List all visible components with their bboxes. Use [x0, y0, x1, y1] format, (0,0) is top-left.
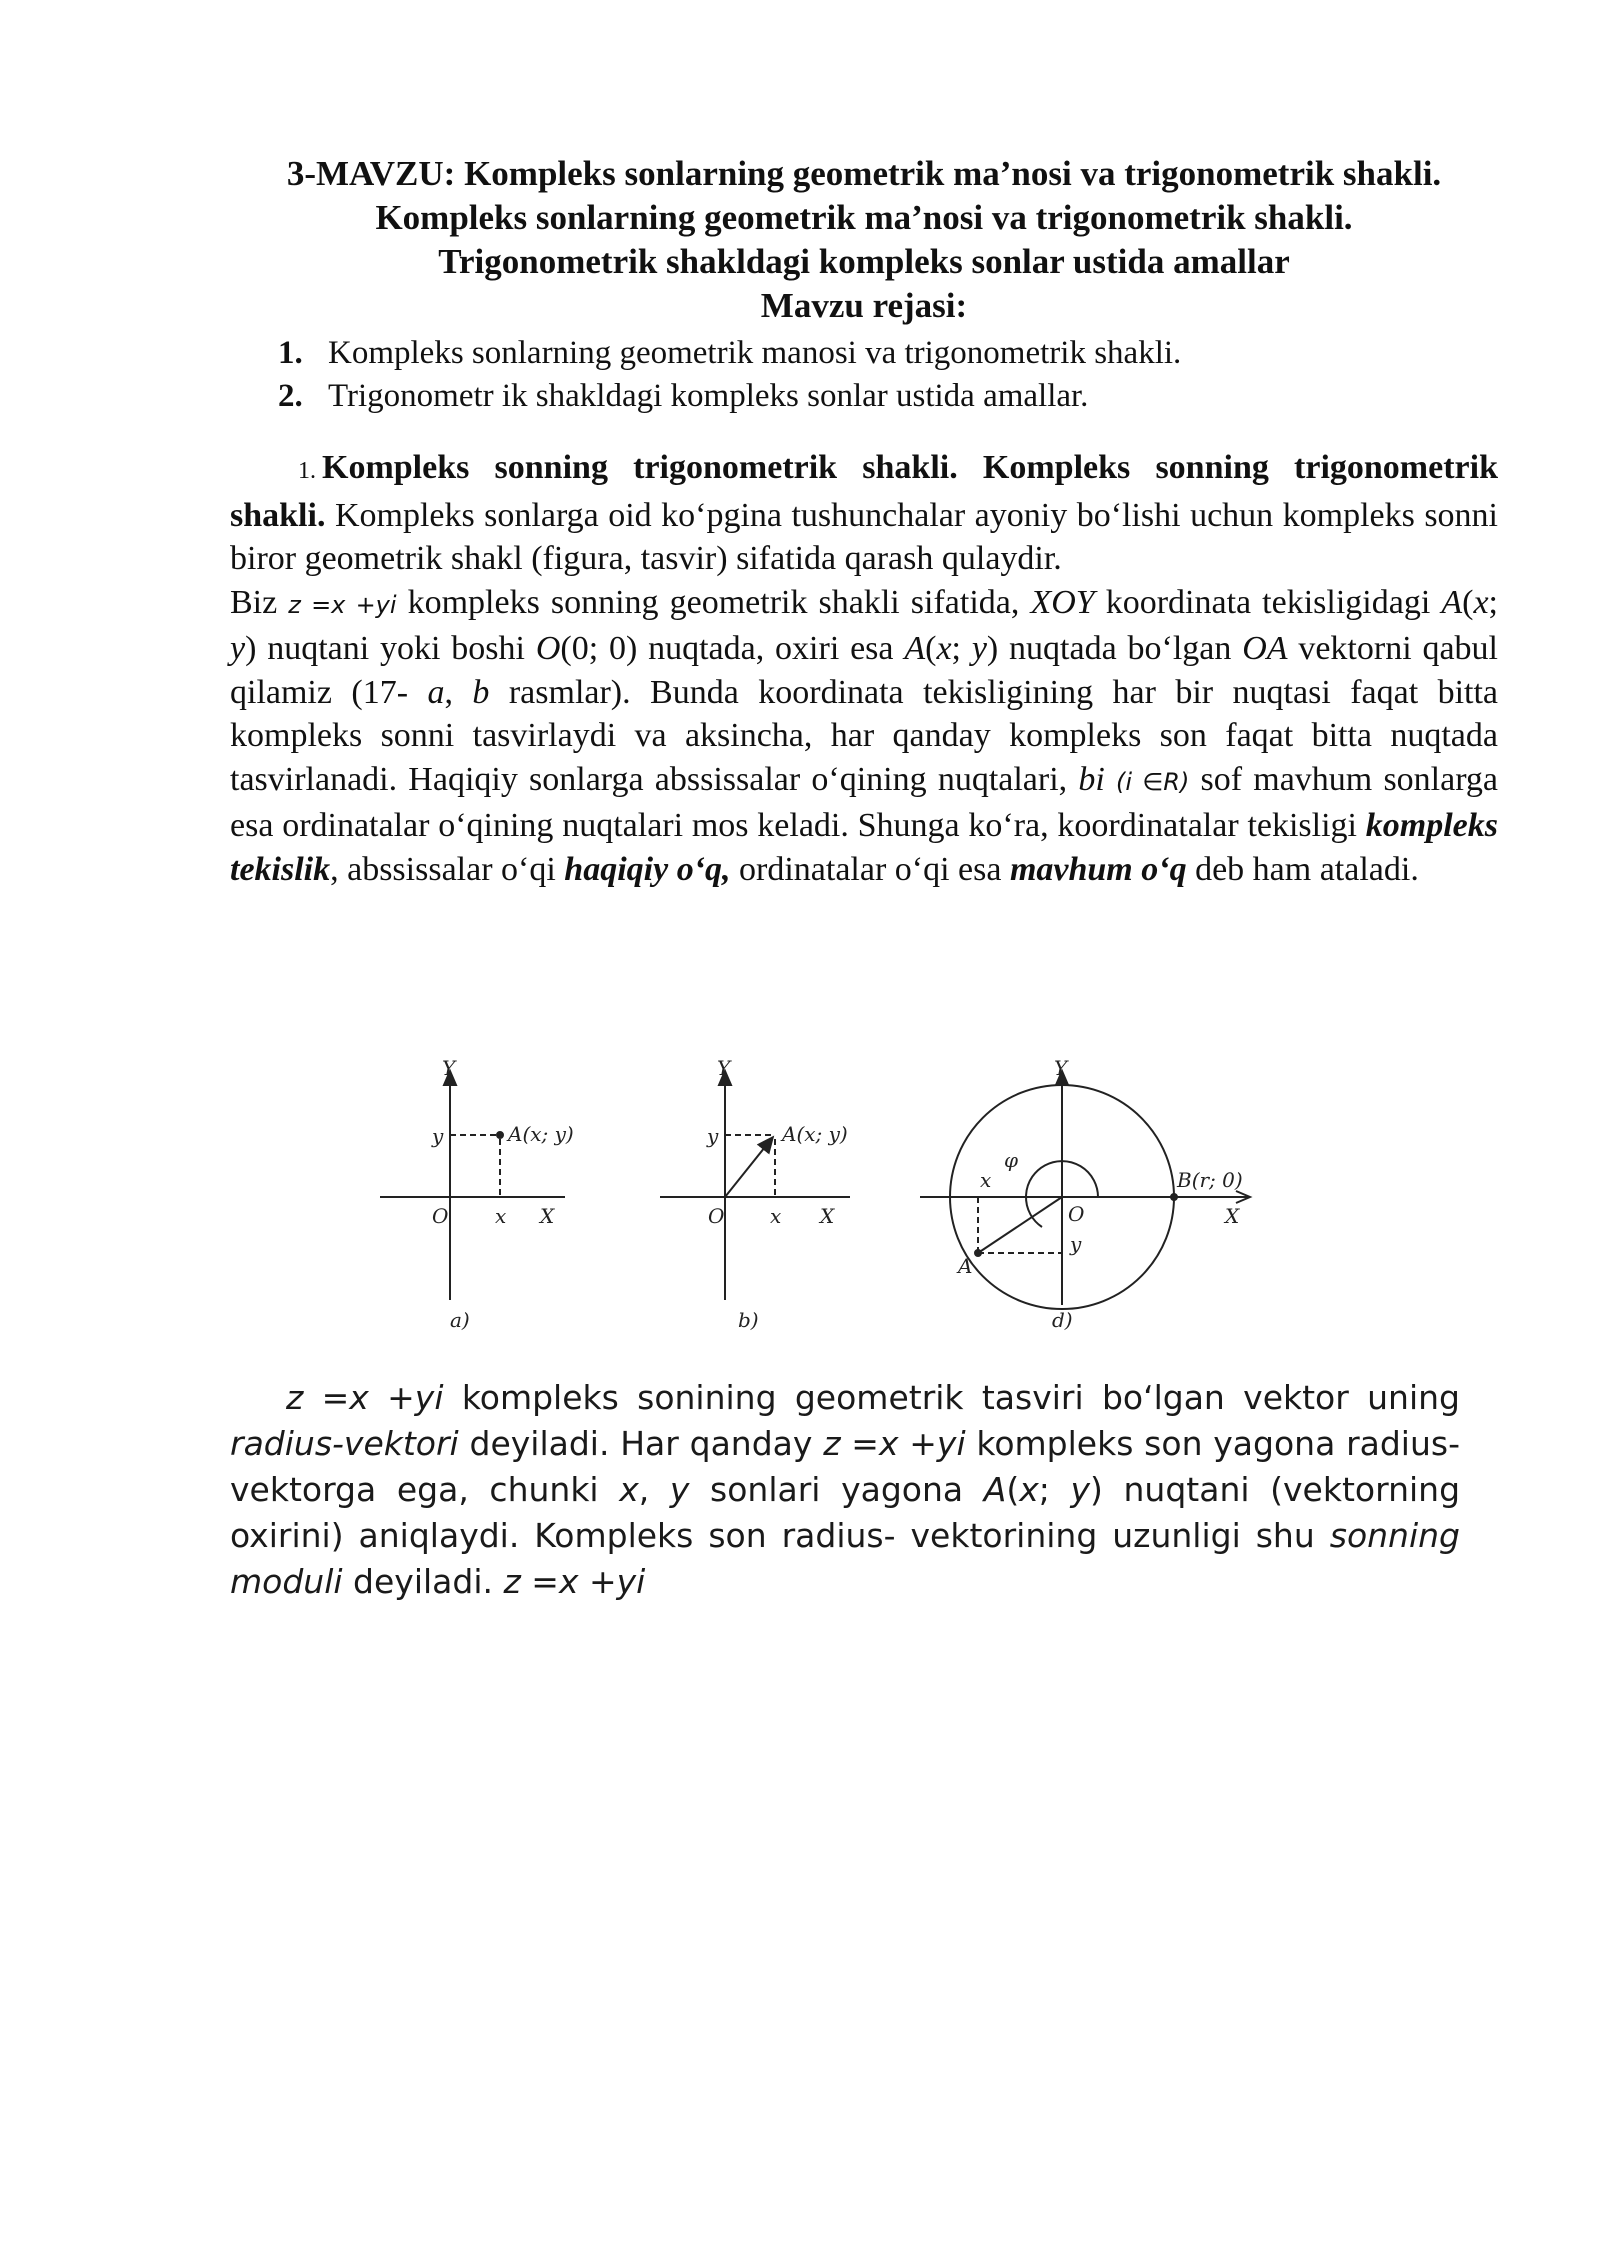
text-run: kompleks sonining geometrik tasviri bo‘lgan vektor uning [443, 1378, 1460, 1417]
text-run: ordinatalar o‘qi esa [730, 850, 1010, 888]
point-a-dot [497, 1132, 503, 1138]
plan-item [230, 375, 1498, 418]
text-run: ; [1488, 583, 1498, 621]
topic-subtitle-2: Trigonometrik shakldagi kompleks sonlar ustida amallar [438, 242, 1290, 281]
point-label: A(x; y) [782, 1122, 848, 1146]
point-label: A(x; y) [508, 1122, 574, 1146]
origin-label: O [1068, 1202, 1085, 1226]
document-page [230, 152, 1498, 891]
plan-item-number: 2. [278, 378, 303, 414]
text-run: , abssissalar o‘qi [330, 850, 565, 888]
text-run: ) nuqtani yoki boshi [245, 630, 536, 667]
formula: z =x +yi [823, 1424, 966, 1463]
geometric-meaning-paragraph [230, 581, 1498, 892]
origin-label: O [708, 1204, 725, 1228]
formula: x [1019, 1470, 1039, 1509]
text-run: deyiladi. [342, 1562, 504, 1601]
text-run: ( [1006, 1470, 1020, 1509]
y-tick-label: y [1070, 1232, 1082, 1256]
x-axis-label: X [1225, 1204, 1240, 1228]
formula: y [230, 630, 246, 667]
formula: y [971, 630, 987, 667]
formula: OA [1242, 630, 1288, 667]
text-run: deb ham ataladi. [1186, 850, 1419, 888]
text-run: Biz [230, 583, 289, 621]
plan-item-text: Kompleks sonlarning geometrik manosi va trigonometrik shakli. [328, 335, 1182, 371]
y-axis-label: Y [1054, 1056, 1068, 1080]
term: mavhum o‘q [1009, 850, 1187, 888]
formula: x [1473, 583, 1489, 621]
angle-phi-label: φ [1004, 1148, 1019, 1172]
topic-subtitle: Kompleks sonlarning geometrik ma’nosi va trigonometrik shakli. [375, 198, 1353, 237]
text-run: koordinata tekisligidagi [1094, 583, 1442, 621]
text-run [1105, 761, 1116, 798]
point-a-label: A [958, 1254, 973, 1278]
formula: z =x +yi [503, 1562, 646, 1601]
text-run: ; [1038, 1470, 1071, 1509]
x-axis-label: X [820, 1204, 835, 1228]
section-heading: Kompleks sonning trigonometrik shakli. Kompleks sonning trigonometrik shakli. [230, 449, 1498, 534]
formula: y [669, 1470, 690, 1509]
plan-item [230, 332, 1498, 375]
plan-item-number: 1. [278, 335, 303, 371]
formula: A [904, 630, 926, 667]
formula: A [1441, 583, 1463, 621]
x-tick-label: x [980, 1168, 992, 1192]
figure-svg [370, 1055, 1270, 1355]
text-run: sonlari yagona [689, 1470, 984, 1509]
panel-b [660, 1071, 850, 1300]
text-run: vektorni qabul qilamiz (17- [230, 630, 1499, 711]
term: sonning moduli [230, 1516, 1460, 1601]
formula: A [983, 1470, 1007, 1509]
term: haqiqiy o‘q, [564, 850, 731, 888]
section-intro: Kompleks sonlarga oid ko‘pgina tushunchalar ayoniy bo‘lishi uchun kompleks sonni biror geometrik shakl (figura, tasvir) sifatida qarash qulaydir. [230, 496, 1498, 577]
text-run: ( [925, 630, 937, 667]
formula: O [535, 630, 561, 667]
plan-list [230, 332, 1498, 418]
formula: (i ∈R) [1116, 767, 1190, 796]
text-run: kompleks son yagona radius-vektorga ega, chunki [230, 1424, 1460, 1509]
text-run: kompleks sonning geometrik shakli sifatida, [396, 583, 1031, 621]
formula: x [619, 1470, 639, 1509]
section1-paragraph [230, 446, 1498, 581]
panel-a [380, 1071, 565, 1300]
text-run: rasmlar). Bunda koordinata tekisligining har bir nuqtasi faqat bitta kompleks sonni tasvirlaydi va aksincha, har qanday kompleks son faqat bitta nuqtada tasvirlanadi. Haqiqiy sonlarga abssissalar o‘qining nuqtalari, [230, 673, 1499, 798]
x-axis-label: X [540, 1204, 555, 1228]
radius-vector-line [978, 1197, 1062, 1253]
caption-a: a) [450, 1308, 470, 1332]
y-tick-label: y [432, 1124, 444, 1148]
text-run: ) nuqtada bo‘lgan [986, 630, 1243, 667]
text-run: ; [951, 630, 972, 667]
y-axis-label: Y [442, 1056, 456, 1080]
formula: a [427, 673, 445, 711]
text-run: , [444, 673, 473, 711]
caption-b: b) [738, 1308, 759, 1332]
text-run: ( [1462, 583, 1474, 621]
term: radius-vektori [230, 1424, 459, 1463]
formula: bi [1078, 760, 1105, 798]
y-axis-label: Y [717, 1056, 731, 1080]
formula: z =x +yi [286, 1378, 444, 1417]
point-a-dot [975, 1250, 981, 1256]
origin-label: O [432, 1204, 449, 1228]
point-b-label: B(r; 0) [1177, 1168, 1243, 1192]
x-tick-label: x [495, 1204, 507, 1228]
text-run: ) nuqtani (vektorning oxirini) aniqlaydi. Kompleks son radius- vektorining uzunligi shu [230, 1470, 1461, 1555]
formula: XOY [1030, 583, 1095, 621]
x-tick-label: x [770, 1204, 782, 1228]
caption-d: d) [1052, 1308, 1073, 1332]
formula: y [1070, 1470, 1091, 1509]
formula: z =x +yi [288, 590, 397, 619]
topic-title: 3-MAVZU: Kompleks sonlarning geometrik ma’nosi va trigonometrik shakli. [286, 154, 1442, 193]
y-tick-label: y [707, 1124, 719, 1148]
text-run: (0; 0) nuqtada, oxiri esa [560, 630, 905, 667]
plan-item-text: Trigonometr ik shakldagi kompleks sonlar ustida amallar. [328, 378, 1089, 414]
point-b-dot [1171, 1194, 1177, 1200]
text-run: deyiladi. Har qanday [458, 1424, 824, 1463]
formula: b [472, 673, 490, 711]
text-run: sof mavhum sonlarga esa ordinatalar o‘qining nuqtalari mos keladi. Shunga ko‘ra, koordinatalar tekisligi [230, 760, 1499, 844]
section-number: 1. [298, 458, 316, 484]
radius-vector-paragraph [230, 1375, 1460, 1605]
radius-vector-arrow [725, 1137, 773, 1197]
formula: x [936, 630, 952, 667]
plan-heading: Mavzu rejasi: [760, 286, 968, 325]
term: kompleks tekislik [230, 807, 1498, 888]
text-run: , [638, 1470, 670, 1509]
complex-plane-figure [370, 1055, 1270, 1355]
